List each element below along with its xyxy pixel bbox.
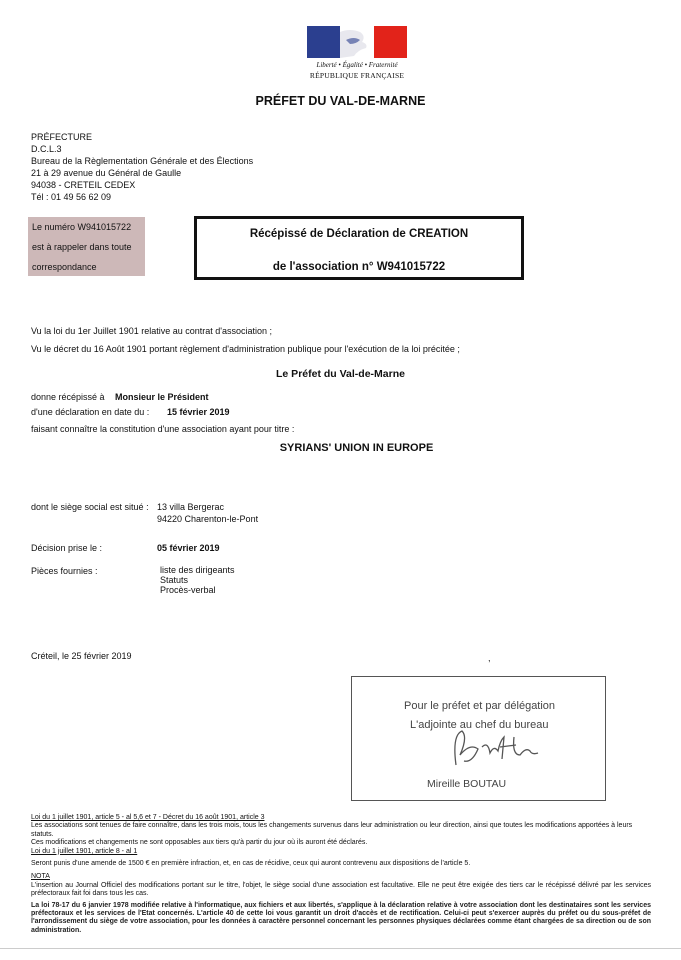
- page-title: PRÉFET DU VAL-DE-MARNE: [255, 94, 426, 108]
- list-item: Procès-verbal: [160, 585, 216, 595]
- receipt-label-2: d'une déclaration en date du :: [31, 407, 150, 417]
- sender-phone: Tél : 01 49 56 62 09: [31, 192, 112, 202]
- signatory-name: Mireille BOUTAU: [427, 778, 507, 790]
- vu-line: Vu le décret du 16 Août 1901 portant règlement d'administration publique pour l'exécution de la loi précitée ;: [31, 344, 460, 354]
- association-number: de l'association n° W941015722: [272, 261, 446, 273]
- nota-text: La loi 78-17 du 6 janvier 1978 modifiée relative à l'informatique, aux fichiers et aux libertés, s'applique à la déclaration relative à votre association dont les destinataires sont les services préfectoraux et les services de l'Etat concernés. L'article 40 de cette loi vous garantit un droit d'accès et de rectification. Celui-ci peut s'exercer auprès du préfet ou du sous-préfet de l'arrondissement du siège de votre association, pour les données à caractère personnel concernant les personnes physiques déclarées comme étant chargées de sa direction ou de son administration.: [31, 901, 651, 934]
- receipt-title: Récépissé de Déclaration de CREATION: [249, 228, 469, 240]
- footer-text: Ces modifications et changements ne sont opposables aux tiers qu'à partir du jour où ils auront été déclarés.: [31, 839, 368, 847]
- stray-mark: ,: [488, 653, 491, 663]
- reference-note: [28, 217, 145, 276]
- siege-label: dont le siège social est situé :: [31, 502, 149, 512]
- legal-footer: [31, 814, 651, 935]
- sender-line: 21 à 29 avenue du Général de Gaulle: [31, 168, 182, 178]
- receipt-label-1: donne récépissé à: [31, 392, 105, 402]
- decision-label: Décision prise le :: [31, 543, 103, 553]
- marianne-profile-icon: [340, 26, 374, 58]
- reference-note-line: est à rappeler dans toute: [32, 242, 132, 252]
- vu-line: Vu la loi du 1er Juillet 1901 relative au contrat d'association ;: [31, 326, 273, 336]
- footer-reference: Loi du 1 juillet 1901, article 8 - al 1: [31, 847, 138, 855]
- sender-line: PRÉFECTURE: [31, 132, 93, 142]
- association-name: SYRIANS' UNION IN EUROPE: [279, 442, 434, 454]
- marianne-logo: [307, 26, 407, 58]
- nota-text: L'insertion au Journal Officiel des modifications portant sur le titre, l'objet, le siège social d'une association est facultative. Elle ne peut être exigée des tiers car le récépissé délivré par les services préfectoraux fait foi dans tous les cas.: [31, 881, 651, 898]
- list-item: Statuts: [160, 575, 189, 585]
- receipt-title-box: [194, 216, 524, 280]
- declaration-date: 15 février 2019: [167, 407, 230, 417]
- prefet-heading: Le Préfet du Val-de-Marne: [276, 368, 405, 380]
- place-date: Créteil, le 25 février 2019: [31, 651, 132, 661]
- legal-references: [31, 325, 460, 355]
- signature-box: [351, 676, 606, 801]
- signature-line-2: L'adjointe au chef du bureau: [410, 719, 549, 731]
- siege-address-line1: 13 villa Bergerac: [157, 502, 225, 512]
- footer-reference: Loi du 1 juillet 1901, article 5 - al 5,6 et 7 - Décret du 16 août 1901, article 3: [31, 814, 265, 821]
- sender-line: D.C.L.3: [31, 144, 62, 154]
- signature-line-1: Pour le préfet et par délégation: [404, 700, 556, 712]
- reference-note-line: correspondance: [32, 262, 97, 272]
- sender-line: 94038 - CRETEIL CEDEX: [31, 180, 136, 190]
- sender-address: [31, 131, 253, 203]
- nota-label: NOTA: [31, 873, 50, 881]
- siege-address-line2: 94220 Charenton-le-Pont: [157, 514, 259, 524]
- list-item: liste des dirigeants: [160, 565, 235, 575]
- footer-text: Seront punis d'une amende de 1500 € en première infraction, et, en cas de récidive, ceux qui auront contrevenu aux dispositions de l'article 5.: [31, 860, 471, 868]
- receipt-label-3: faisant connaître la constitution d'une association ayant pour titre :: [31, 424, 295, 434]
- sender-line: Bureau de la Règlementation Générale et des Élections: [31, 156, 254, 166]
- page-divider: [0, 948, 681, 949]
- footer-text: Les associations sont tenues de faire connaître, dans les trois mois, tous les changements survenus dans leur administration ou leur direction, ainsi que toutes les modifications apportées à leurs statuts.: [31, 822, 633, 838]
- republic-motto: Liberté • Égalité • Fraternité: [316, 61, 398, 69]
- handwritten-signature-icon: [442, 725, 552, 773]
- pieces-list: [160, 565, 235, 595]
- decision-date: 05 février 2019: [157, 543, 220, 553]
- receipt-recipient: Monsieur le Président: [115, 392, 209, 402]
- pieces-label: Pièces fournies :: [31, 566, 98, 576]
- republic-name: RÉPUBLIQUE FRANÇAISE: [309, 71, 405, 80]
- reference-note-line: Le numéro W941015722: [32, 222, 132, 232]
